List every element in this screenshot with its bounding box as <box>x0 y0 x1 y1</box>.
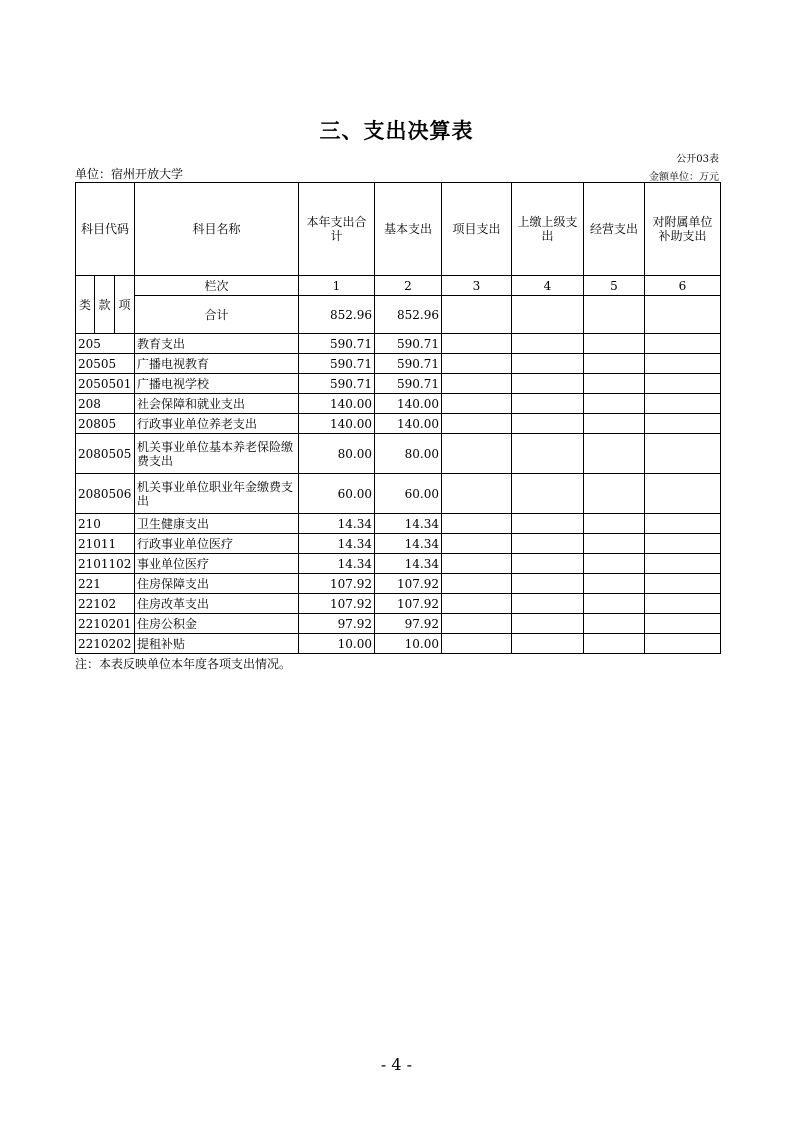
row-code: 2210202 <box>76 634 135 654</box>
table-row <box>76 614 721 634</box>
row-basic: 60.00 <box>375 474 442 514</box>
row-upper <box>512 634 584 654</box>
table-row <box>76 394 721 414</box>
row-subsidy <box>645 354 721 374</box>
row-basic: 140.00 <box>375 414 442 434</box>
header-row <box>76 183 721 276</box>
row-upper <box>512 434 584 474</box>
table-note: 注：本表反映单位本年度各项支出情况。 <box>75 657 292 671</box>
table-row <box>76 634 721 654</box>
row-upper <box>512 374 584 394</box>
row-upper <box>512 594 584 614</box>
row-business <box>584 334 645 354</box>
row-code: 221 <box>76 574 135 594</box>
table-row <box>76 354 721 374</box>
row-total: 80.00 <box>299 434 375 474</box>
row-basic: 80.00 <box>375 434 442 474</box>
col-number: 1 <box>299 276 375 296</box>
row-business <box>584 434 645 474</box>
row-business <box>584 354 645 374</box>
header-subsidy: 对附属单位补助支出 <box>645 183 721 276</box>
row-subsidy <box>645 394 721 414</box>
row-name: 卫生健康支出 <box>135 514 299 534</box>
table-row <box>76 534 721 554</box>
row-code: 205 <box>76 334 135 354</box>
row-project <box>442 354 512 374</box>
table-row <box>76 434 721 474</box>
row-business <box>584 474 645 514</box>
totals-row <box>76 296 721 334</box>
row-project <box>442 554 512 574</box>
row-code: 210 <box>76 514 135 534</box>
row-business <box>584 554 645 574</box>
row-total: 140.00 <box>299 414 375 434</box>
header-business: 经营支出 <box>584 183 645 276</box>
row-code: 2101102 <box>76 554 135 574</box>
page-title: 三、支出决算表 <box>319 118 474 143</box>
total-subsidy <box>645 296 721 334</box>
row-project <box>442 574 512 594</box>
row-name: 事业单位医疗 <box>135 554 299 574</box>
row-name: 广播电视教育 <box>135 354 299 374</box>
row-name: 广播电视学校 <box>135 374 299 394</box>
row-name: 提租补贴 <box>135 634 299 654</box>
row-upper <box>512 414 584 434</box>
header-name: 科目名称 <box>135 183 299 276</box>
row-subsidy <box>645 634 721 654</box>
row-upper <box>512 394 584 414</box>
expenditure-table <box>75 182 721 654</box>
row-business <box>584 394 645 414</box>
row-total: 10.00 <box>299 634 375 654</box>
row-total: 590.71 <box>299 334 375 354</box>
header-lanci: 栏次 <box>135 276 299 296</box>
row-subsidy <box>645 434 721 474</box>
table-row <box>76 514 721 534</box>
total-business <box>584 296 645 334</box>
table-row <box>76 474 721 514</box>
row-business <box>584 594 645 614</box>
header-upper: 上缴上级支出 <box>512 183 584 276</box>
row-upper <box>512 554 584 574</box>
row-upper <box>512 514 584 534</box>
row-code: 2080505 <box>76 434 135 474</box>
row-basic: 107.92 <box>375 574 442 594</box>
row-upper <box>512 354 584 374</box>
row-name: 行政事业单位医疗 <box>135 534 299 554</box>
row-name: 行政事业单位养老支出 <box>135 414 299 434</box>
row-basic: 97.92 <box>375 614 442 634</box>
table-row <box>76 574 721 594</box>
row-subsidy <box>645 534 721 554</box>
table-row <box>76 594 721 614</box>
table-row <box>76 374 721 394</box>
row-total: 97.92 <box>299 614 375 634</box>
header-heji: 合计 <box>135 296 299 334</box>
header-xiang: 项 <box>115 276 135 334</box>
row-upper <box>512 334 584 354</box>
row-subsidy <box>645 554 721 574</box>
row-code: 20505 <box>76 354 135 374</box>
row-total: 590.71 <box>299 374 375 394</box>
row-project <box>442 634 512 654</box>
table-row <box>76 414 721 434</box>
row-business <box>584 534 645 554</box>
table-row <box>76 554 721 574</box>
page-number: - 4 - <box>380 1055 413 1074</box>
header-lei: 类 <box>76 276 95 334</box>
header-project: 项目支出 <box>442 183 512 276</box>
unit-label: 单位：宿州开放大学 <box>75 167 184 181</box>
row-code: 2050501 <box>76 374 135 394</box>
total-project <box>442 296 512 334</box>
row-total: 14.34 <box>299 514 375 534</box>
row-code: 208 <box>76 394 135 414</box>
row-subsidy <box>645 334 721 354</box>
row-upper <box>512 474 584 514</box>
total-total: 852.96 <box>299 296 375 334</box>
col-number: 5 <box>584 276 645 296</box>
row-name: 机关事业单位基本养老保险缴费支出 <box>135 434 299 474</box>
row-code: 21011 <box>76 534 135 554</box>
row-upper <box>512 534 584 554</box>
row-project <box>442 474 512 514</box>
row-total: 14.34 <box>299 534 375 554</box>
col-number: 4 <box>512 276 584 296</box>
row-upper <box>512 614 584 634</box>
form-number: 公开03表 <box>676 154 719 165</box>
row-code: 20805 <box>76 414 135 434</box>
row-name: 住房公积金 <box>135 614 299 634</box>
table-row <box>76 334 721 354</box>
row-total: 60.00 <box>299 474 375 514</box>
row-subsidy <box>645 614 721 634</box>
row-project <box>442 534 512 554</box>
row-total: 140.00 <box>299 394 375 414</box>
row-subsidy <box>645 514 721 534</box>
row-project <box>442 394 512 414</box>
row-total: 107.92 <box>299 574 375 594</box>
row-project <box>442 594 512 614</box>
row-subsidy <box>645 594 721 614</box>
header-kuan: 款 <box>95 276 115 334</box>
row-name: 住房改革支出 <box>135 594 299 614</box>
row-basic: 140.00 <box>375 394 442 414</box>
row-business <box>584 614 645 634</box>
row-project <box>442 514 512 534</box>
row-project <box>442 434 512 474</box>
col-number: 2 <box>375 276 442 296</box>
row-code: 22102 <box>76 594 135 614</box>
row-basic: 590.71 <box>375 354 442 374</box>
row-basic: 14.34 <box>375 534 442 554</box>
row-total: 14.34 <box>299 554 375 574</box>
row-name: 教育支出 <box>135 334 299 354</box>
row-code: 2080506 <box>76 474 135 514</box>
row-total: 590.71 <box>299 354 375 374</box>
header-total: 本年支出合计 <box>299 183 375 276</box>
row-subsidy <box>645 574 721 594</box>
row-project <box>442 614 512 634</box>
header-basic: 基本支出 <box>375 183 442 276</box>
row-business <box>584 514 645 534</box>
header-code: 科目代码 <box>76 183 135 276</box>
row-total: 107.92 <box>299 594 375 614</box>
row-project <box>442 334 512 354</box>
row-basic: 14.34 <box>375 554 442 574</box>
total-upper <box>512 296 584 334</box>
col-number: 6 <box>645 276 721 296</box>
row-project <box>442 374 512 394</box>
row-basic: 107.92 <box>375 594 442 614</box>
row-business <box>584 414 645 434</box>
row-project <box>442 414 512 434</box>
row-basic: 14.34 <box>375 514 442 534</box>
row-subsidy <box>645 474 721 514</box>
row-name: 机关事业单位职业年金缴费支出 <box>135 474 299 514</box>
row-upper <box>512 574 584 594</box>
row-name: 社会保障和就业支出 <box>135 394 299 414</box>
row-business <box>584 634 645 654</box>
col-number: 3 <box>442 276 512 296</box>
row-code: 2210201 <box>76 614 135 634</box>
row-basic: 590.71 <box>375 374 442 394</box>
row-basic: 590.71 <box>375 334 442 354</box>
total-basic: 852.96 <box>375 296 442 334</box>
row-subsidy <box>645 374 721 394</box>
row-name: 住房保障支出 <box>135 574 299 594</box>
amount-unit-label: 金额单位：万元 <box>649 172 719 183</box>
row-subsidy <box>645 414 721 434</box>
row-business <box>584 574 645 594</box>
row-basic: 10.00 <box>375 634 442 654</box>
column-number-row <box>76 276 721 296</box>
row-business <box>584 374 645 394</box>
